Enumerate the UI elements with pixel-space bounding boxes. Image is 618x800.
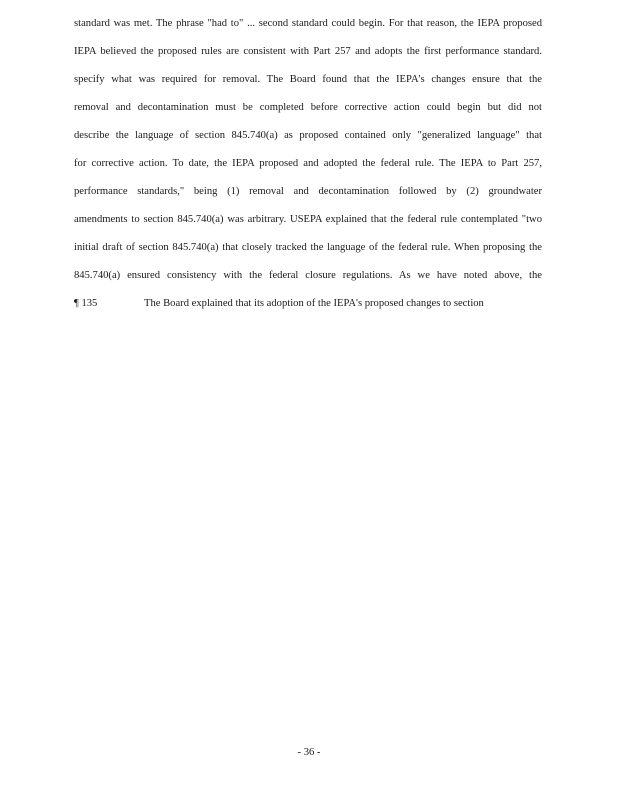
paragraph-text: The Board explained that its adoption of the IEPA's proposed changes to section [144, 298, 484, 309]
page-number: - 36 - [297, 747, 321, 758]
body-line-8: amendments to section 845.740(a) was arbitrary. USEPA explained that the federal rule contemplated "two [74, 214, 542, 225]
paragraph-mark: ¶ 135 [74, 298, 98, 309]
paragraph-135-line [74, 297, 542, 311]
body-line-3: specify what was required for removal. The Board found that the IEPA's changes ensure that the [74, 74, 542, 85]
body-line-10: 845.740(a) ensured consistency with the federal closure regulations. As we have noted above, the [74, 270, 542, 281]
body-line-9: initial draft of section 845.740(a) that closely tracked the language of the federal rule. When proposing the [74, 242, 542, 253]
body-line-6: for corrective action. To date, the IEPA proposed and adopted the federal rule. The IEPA to Part 257, [74, 158, 542, 169]
body-line-2: IEPA believed the proposed rules are consistent with Part 257 and adopts the first performance standard. [74, 46, 542, 57]
body-line-4: removal and decontamination must be completed before corrective action could begin but did not [74, 102, 542, 113]
body-line-7: performance standards," being (1) removal and decontamination followed by (2) groundwater [74, 186, 542, 197]
body-line-5: describe the language of section 845.740(a) as proposed contained only "generalized language" that [74, 130, 542, 141]
body-line-1: standard was met. The phrase "had to" ... second standard could begin. For that reason, the IEPA proposed [74, 18, 542, 29]
